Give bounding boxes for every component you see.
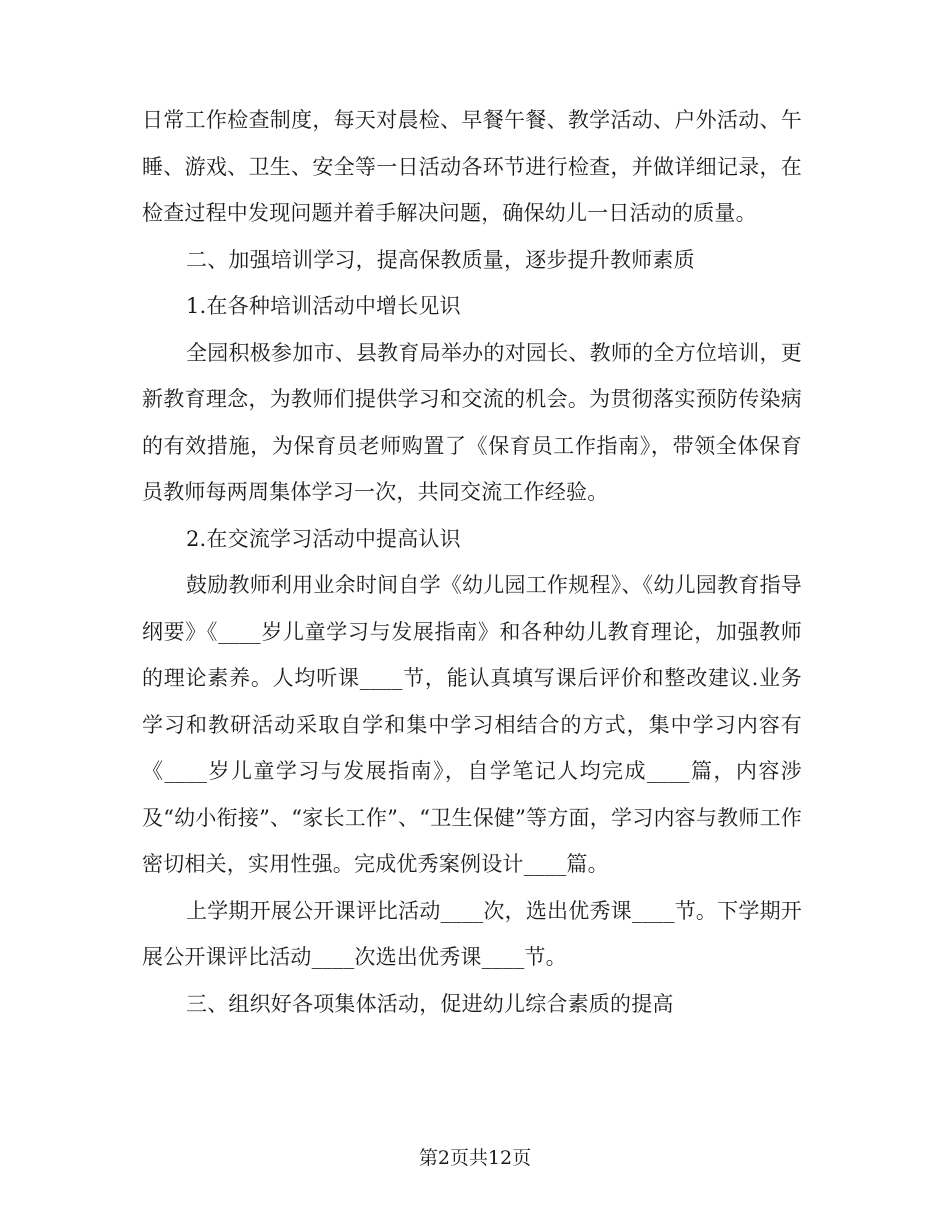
document-body bbox=[142, 97, 802, 1027]
paragraph-open-class: 上学期开展公开课评比活动____次，选出优秀课____节。下学期开展公开课评比活动____次选出优秀课____节。 bbox=[142, 898, 802, 969]
section-heading-training: 二、加强培训学习，提高保教质量，逐步提升教师素质 bbox=[186, 247, 695, 272]
section-heading-group-activities: 三、组织好各项集体活动，促进幼儿综合素质的提高 bbox=[186, 991, 674, 1016]
paragraph-inspection-system: 日常工作检查制度，每天对晨检、早餐午餐、教学活动、户外活动、午睡、游戏、卫生、安全等一日活动各环节进行检查，并做详细记录，在检查过程中发现问题并着手解决问题，确保幼儿一日活动的质量。 bbox=[142, 108, 802, 225]
paragraph-training-participation: 全园积极参加市、县教育局举办的对园长、教师的全方位培训，更新教育理念，为教师们提供学习和交流的机会。为贯彻落实预防传染病的有效措施，为保育员老师购置了《保育员工作指南》，带领全体保育员教师每两周集体学习一次，共同交流工作经验。 bbox=[142, 340, 802, 504]
subheading-exchange-learning: 2.在交流学习活动中提高认识 bbox=[186, 526, 461, 551]
subheading-training-activities: 1.在各种培训活动中增长见识 bbox=[186, 294, 461, 318]
page-number: 第2页共12页 bbox=[418, 1147, 532, 1169]
paragraph-self-study: 鼓励教师利用业余时间自学《幼儿园工作规程》、《幼儿园教育指导纲要》《____岁儿童学习与发展指南》和各种幼儿教育理论，加强教师的理论素养。人均听课____节，能认真填写课后评价和整改建议.业务学习和教研活动采取自学和集中学习相结合的方式，集中学习内容有《____岁儿童学习与发展指南》，自学笔记人均完成____篇，内容涉及“幼小衔接”、“家长工作”、“卫生保健”等方面，学习内容与教师工作密切相关，实用性强。完成优秀案例设计____篇。 bbox=[142, 573, 802, 876]
